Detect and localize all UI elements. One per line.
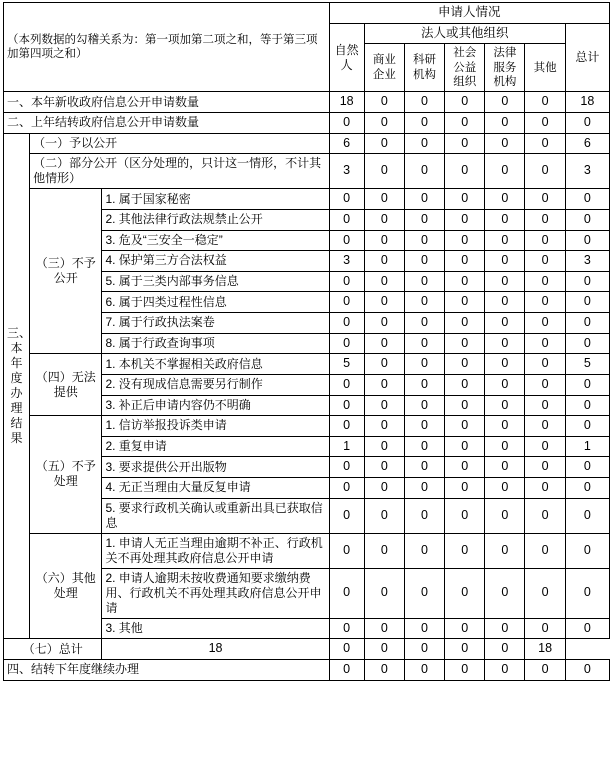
cell-value: 0 [445,209,485,230]
item-label: 1. 本机关不掌握相关政府信息 [102,354,329,375]
cell-value: 0 [525,92,565,113]
cell-value: 18 [102,639,329,660]
cell-value: 1 [329,436,364,457]
col-total: 总计 [565,23,609,92]
row-label-new-applications: 一、本年新收政府信息公开申请数量 [4,92,330,113]
cell-value: 0 [404,659,444,680]
cell-value: 0 [445,189,485,210]
cell-value: 0 [565,292,609,313]
cell-value: 0 [525,313,565,334]
cell-value: 0 [445,478,485,499]
cell-value: 18 [329,92,364,113]
cell-value: 0 [565,568,609,618]
cell-value: 0 [329,498,364,533]
cell-value: 0 [485,313,525,334]
cell-value: 0 [525,189,565,210]
cell-value: 0 [404,568,444,618]
table-row [4,354,610,375]
cell-value: 18 [525,639,565,660]
cell-value: 0 [565,209,609,230]
group-label-other-handling: （六）其他处理 [30,533,102,639]
cell-value: 0 [525,113,565,134]
cell-value: 0 [525,533,565,568]
cell-value: 0 [565,271,609,292]
cell-value: 0 [404,189,444,210]
item-label: 1. 信访举报投诉类申请 [102,416,329,437]
cell-value: 0 [445,230,485,251]
cell-value: 0 [329,568,364,618]
cell-value: 0 [404,251,444,272]
cell-value: 0 [485,354,525,375]
cell-value: 0 [404,395,444,416]
item-label: 7. 属于行政执法案卷 [102,313,329,334]
col-legal-service-org: 法律服务机构 [485,44,525,92]
cell-value: 0 [364,478,404,499]
cell-value: 1 [565,436,609,457]
cell-value: 0 [364,354,404,375]
cell-value: 0 [364,416,404,437]
cell-value: 0 [445,395,485,416]
item-label: 5. 要求行政机关确认或重新出具已获取信息 [102,498,329,533]
cell-value: 0 [445,354,485,375]
cell-value: 0 [565,313,609,334]
cell-value: 0 [445,498,485,533]
cell-value: 0 [485,333,525,354]
cell-value: 0 [364,498,404,533]
cell-value: 0 [329,395,364,416]
table-row [4,533,610,568]
header-row-1 [4,3,610,24]
cell-value: 6 [565,133,609,154]
col-natural-person: 自然人 [329,23,364,92]
cell-value: 0 [364,313,404,334]
table-row [4,189,610,210]
cell-value: 0 [485,230,525,251]
cell-value: 0 [525,333,565,354]
cell-value: 0 [404,374,444,395]
cell-value: 0 [485,478,525,499]
cell-value: 0 [445,271,485,292]
cell-value: 0 [364,374,404,395]
cell-value: 0 [525,478,565,499]
cell-value: 0 [565,533,609,568]
cell-value: 0 [329,230,364,251]
cell-value: 0 [364,113,404,134]
cell-value: 0 [404,113,444,134]
cell-value: 0 [329,659,364,680]
cell-value: 0 [445,133,485,154]
cell-value: 0 [525,209,565,230]
cell-value: 0 [364,154,404,189]
item-label: 3. 补正后申请内容仍不明确 [102,395,329,416]
cell-value: 0 [404,457,444,478]
cell-value: 0 [445,292,485,313]
cell-value: 0 [329,457,364,478]
cell-value: 0 [329,618,364,639]
item-label: 4. 保护第三方合法权益 [102,251,329,272]
government-information-disclosure-table [3,2,610,681]
table-row [4,92,610,113]
item-label: 3. 危及“三安全一稳定” [102,230,329,251]
cell-value: 0 [525,436,565,457]
cell-value: 0 [565,333,609,354]
cell-value: 0 [364,230,404,251]
cell-value: 0 [329,478,364,499]
cell-value: 3 [565,251,609,272]
item-label: 3. 其他 [102,618,329,639]
cell-value: 0 [565,230,609,251]
cell-value: 0 [525,395,565,416]
cell-value: 0 [404,333,444,354]
table-row [4,416,610,437]
cell-value: 0 [525,457,565,478]
cell-value: 0 [485,568,525,618]
cell-value: 0 [404,533,444,568]
table-row [4,113,610,134]
cell-value: 0 [525,659,565,680]
item-label: 2. 没有现成信息需要另行制作 [102,374,329,395]
cell-value: 0 [485,659,525,680]
cell-value: 0 [525,230,565,251]
cell-value: 0 [404,498,444,533]
cell-value: 0 [329,313,364,334]
item-label: 6. 属于四类过程性信息 [102,292,329,313]
cell-value: 0 [445,154,485,189]
cell-value: 0 [525,416,565,437]
applicant-group-header: 申请人情况 [329,3,609,24]
cell-value: 0 [445,436,485,457]
cell-value: 0 [404,478,444,499]
cell-value: 0 [485,113,525,134]
cell-value: 0 [525,271,565,292]
cell-value: 0 [329,416,364,437]
cell-value: 0 [329,533,364,568]
cell-value: 0 [364,333,404,354]
row-label-carry-forward-next-year: 四、结转下年度继续办理 [4,659,330,680]
cell-value: 0 [364,618,404,639]
cell-value: 0 [364,271,404,292]
cell-value: 0 [485,209,525,230]
cell-value: 0 [445,659,485,680]
cell-value: 0 [485,154,525,189]
cell-value: 0 [364,292,404,313]
cell-value: 0 [525,251,565,272]
cell-value: 0 [485,133,525,154]
cell-value: 0 [404,230,444,251]
cell-value: 0 [329,189,364,210]
cell-value: 0 [445,113,485,134]
group-label-not-processed: （五）不予处理 [30,416,102,534]
cell-value: 0 [329,292,364,313]
cell-value: 6 [329,133,364,154]
cell-value: 0 [565,416,609,437]
cell-value: 0 [364,395,404,416]
cell-value: 0 [329,374,364,395]
group-label-disclosed: （一）予以公开 [30,133,329,154]
cell-value: 0 [404,354,444,375]
cell-value: 5 [565,354,609,375]
table-row [4,133,610,154]
col-legal-or-org-group: 法人或其他组织 [364,23,565,44]
cell-value: 0 [485,457,525,478]
cell-value: 0 [404,154,444,189]
cell-value: 0 [485,498,525,533]
cell-value: 0 [445,533,485,568]
row-label-carried-over-applications: 二、上年结转政府信息公开申请数量 [4,113,330,134]
cell-value: 0 [485,189,525,210]
cell-value: 0 [565,374,609,395]
col-other: 其他 [525,44,565,92]
item-label: 2. 其他法律行政法规禁止公开 [102,209,329,230]
cell-value: 0 [404,271,444,292]
cell-value: 0 [445,251,485,272]
cell-value: 0 [404,313,444,334]
cell-value: 0 [525,568,565,618]
cell-value: 0 [364,189,404,210]
cell-value: 3 [565,154,609,189]
item-label: 8. 属于行政查询事项 [102,333,329,354]
cell-value: 0 [404,639,444,660]
cell-value: 0 [485,533,525,568]
cell-value: 0 [364,209,404,230]
cell-value: 0 [329,209,364,230]
cell-value: 0 [565,478,609,499]
cell-value: 0 [329,639,364,660]
cell-value: 0 [364,92,404,113]
cell-value: 0 [445,374,485,395]
group-label-subtotal: （七）总计 [4,639,102,660]
item-label: 2. 重复申请 [102,436,329,457]
cell-value: 0 [565,659,609,680]
cell-value: 0 [364,133,404,154]
cell-value: 0 [445,568,485,618]
cell-value: 0 [364,436,404,457]
cell-value: 0 [364,659,404,680]
cell-value: 0 [445,416,485,437]
cell-value: 0 [445,333,485,354]
item-label: 2. 申请人逾期未按收费通知要求缴纳费用、行政机关不再处理其政府信息公开申请 [102,568,329,618]
cell-value: 0 [445,313,485,334]
cell-value: 0 [565,618,609,639]
group-label-unable-to-provide: （四）无法提供 [30,354,102,416]
item-label: 1. 申请人无正当理由逾期不补正、行政机关不再处理其政府信息公开申请 [102,533,329,568]
item-label: 1. 属于国家秘密 [102,189,329,210]
cell-value: 0 [329,333,364,354]
cell-value: 0 [525,618,565,639]
cell-value: 0 [364,533,404,568]
prefix-note: （本列数据的勾稽关系为：第一项加第二项之和，等于第三项加第四项之和） [4,3,330,92]
cell-value: 0 [329,113,364,134]
cell-value: 0 [565,189,609,210]
cell-value: 0 [485,639,525,660]
statistics-sheet [0,2,613,777]
cell-value: 0 [485,395,525,416]
cell-value: 0 [445,639,485,660]
cell-value: 0 [445,457,485,478]
cell-value: 0 [525,374,565,395]
cell-value: 0 [404,292,444,313]
cell-value: 0 [525,292,565,313]
cell-value: 18 [565,92,609,113]
cell-value: 0 [485,618,525,639]
cell-value: 3 [329,154,364,189]
cell-value: 0 [364,568,404,618]
col-social-public-welfare-org: 社会公益组织 [445,44,485,92]
table-row [4,659,610,680]
cell-value: 0 [445,618,485,639]
cell-value: 0 [364,639,404,660]
group-label-not-disclosed: （三）不予公开 [30,189,102,354]
cell-value: 0 [485,292,525,313]
group-label-partially-disclosed: （二）部分公开（区分处理的，只计这一情形，不计其他情形） [30,154,329,189]
col-commercial-enterprise: 商业企业 [364,44,404,92]
cell-value: 3 [329,251,364,272]
table-row [4,154,610,189]
cell-value: 0 [485,416,525,437]
cell-value: 0 [565,457,609,478]
item-label: 3. 要求提供公开出版物 [102,457,329,478]
item-label: 4. 无正当理由大量反复申请 [102,478,329,499]
cell-value: 5 [329,354,364,375]
cell-value: 0 [485,436,525,457]
cell-value: 0 [364,251,404,272]
cell-value: 0 [525,354,565,375]
cell-value: 0 [525,154,565,189]
cell-value: 0 [565,498,609,533]
cell-value: 0 [485,251,525,272]
cell-value: 0 [565,113,609,134]
cell-value: 0 [404,209,444,230]
cell-value: 0 [404,92,444,113]
cell-value: 0 [329,271,364,292]
cell-value: 0 [445,92,485,113]
cell-value: 0 [525,133,565,154]
cell-value: 0 [364,457,404,478]
cell-value: 0 [404,416,444,437]
col-research-institution: 科研机构 [404,44,444,92]
item-label: 5. 属于三类内部事务信息 [102,271,329,292]
cell-value: 0 [485,92,525,113]
table-row [4,639,610,660]
cell-value: 0 [565,395,609,416]
cell-value: 0 [404,133,444,154]
section-label-annual-results: 三、本年度办理结果 [4,133,30,639]
cell-value: 0 [485,374,525,395]
cell-value: 0 [404,436,444,457]
cell-value: 0 [485,271,525,292]
cell-value: 0 [525,498,565,533]
cell-value: 0 [404,618,444,639]
